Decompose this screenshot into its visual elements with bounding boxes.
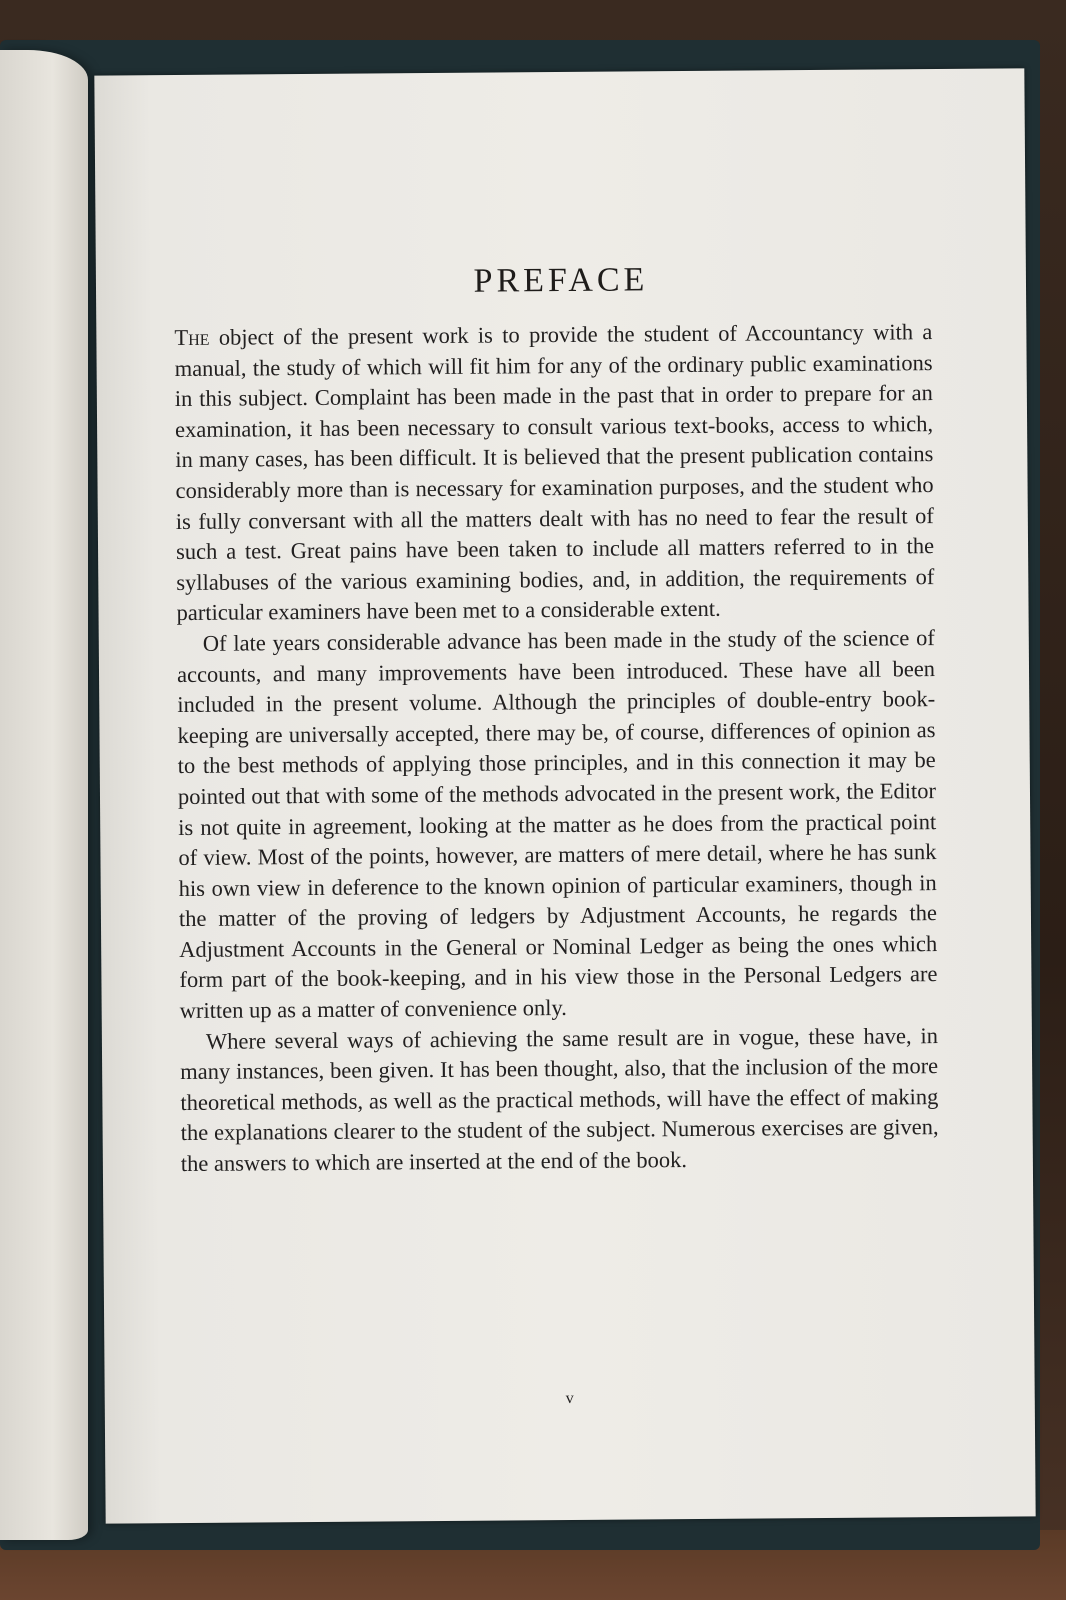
paragraph-3: Where several ways of achieving the same result are in vogue, these have, in many instances, been given. It has been thought, also, that the inclusion of the more theoretical methods, as well as the practical methods, will have the effect of making the explanations clearer to the student of the subject. Numerous exercises are given, the answers to which are inserted at the end of the book. (180, 1022, 939, 1177)
book-page (94, 68, 1035, 1523)
page-title: PREFACE (473, 261, 649, 300)
paragraph-1-text: object of the present work is to provide the student of Accountancy with a manual, the study of which will fit him for any of the ordinary public examinations in this subject. Complaint has been made in the past that in order to prepare for an examination, it has been necessary to consult various text-books, access to which, in many cases, has been difficult. It is believed that the present publication contains considerably more than is necessary for examination purposes, and the student who is fully conversant with all the matters dealt with has no need to fear the result of such a test. Great pains have been taken to include all matters referred to in the syllabuses of the various examining bodies, and, in addition, the requirements of particular examiners have been met to a considerable extent. (174, 319, 935, 626)
drop-lead-word: The (174, 324, 210, 351)
left-page-edge (0, 50, 88, 1540)
paragraph-2: Of late years considerable advance has been made in the study of the science of accounts, and many improvements have been introduced. These have all been included in the present volume. Although the principles of double-entry book-keeping are universally accepted, there may be, of course, differences of opinion as to the best methods of applying those principles, and in this connection it may be pointed out that with some of the methods advocated in the present work, the Editor is not quite in agreement, looking at the matter as he does from the practical point of view. Most of the points, however, are matters of mere detail, where he has sunk his own view in deference to the known opinion of particular examiners, though in the matter of the proving of ledgers by Adjustment Accounts, he regards the Adjustment Accounts in the General or Nominal Ledger as being the ones which form part of the book-keeping, and in his view those in the Personal Ledgers are written up as a matter of convenience only. (176, 625, 938, 1024)
paragraph-1 (174, 317, 934, 629)
page-number: v (565, 1389, 574, 1408)
preface-body (174, 317, 939, 1180)
